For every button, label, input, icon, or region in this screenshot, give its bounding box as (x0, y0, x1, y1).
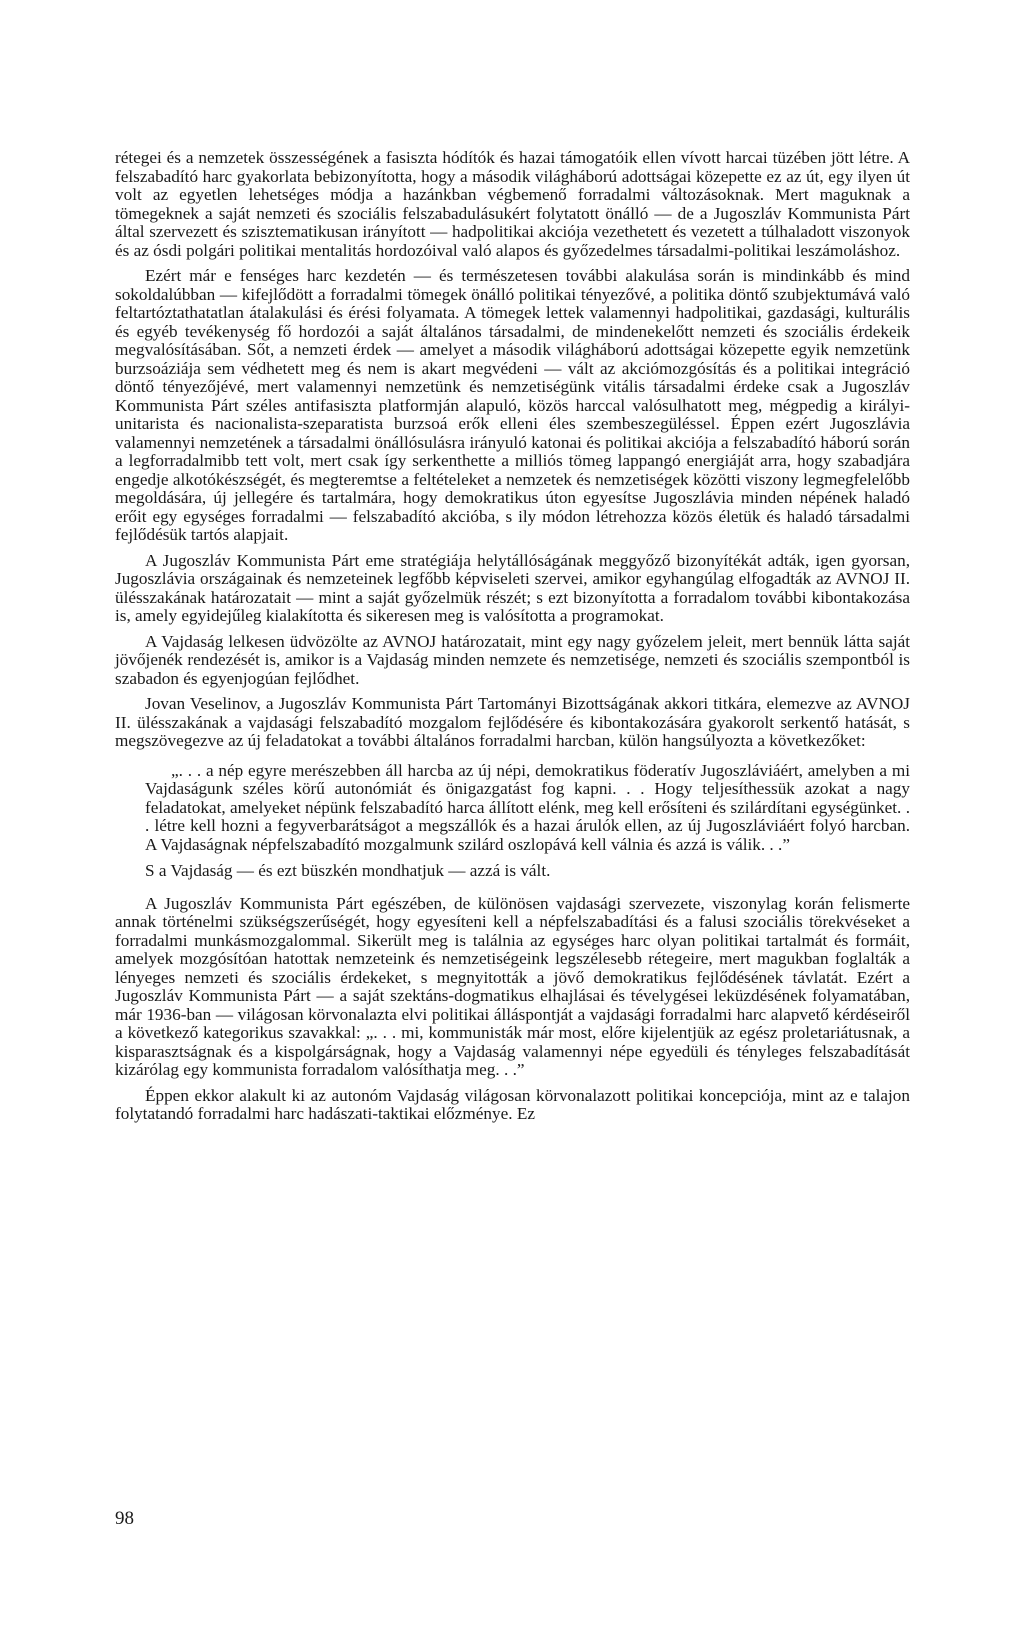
paragraph-1: rétegei és a nemzetek összességének a fasiszta hódítók és hazai támogatóik ellen vívott harcai tüzében jött létre. A felszabadító harc gyakorlata bebizonyította, hogy a második világháború adottságai közepette ez az út, egy ilyen út volt az egyetlen lehetséges módja a hazánkban végbemenő forradalmi változásoknak. Mert maguknak a tömegeknek a saját nemzeti és szociális felszabadulásukért folytatott önálló — de a Jugoszláv Kommunista Párt által szervezett és szisztematikusan irányított — hadpolitikai akciója vezethetett és vezetett a túlhaladott viszonyok és az ósdi polgári politikai mentalitás hordozóival való alapos és győzedelmes társadalmi-politikai leszámoláshoz. (115, 148, 910, 260)
paragraph-2: Ezért már e fenséges harc kezdetén — és természetesen további alakulása során is mindinkább és mind sokoldalúbban — kifejlődött a forradalmi tömegek önálló politikai tényezővé, a politika döntő szubjektumává való feltartóztathatatlan átalakulási és érési folyamata. A tömegek lettek valamennyi hadpolitikai, gazdasági, kulturális és egyéb tevékenység fő hordozói a saját általános társadalmi, de mindenekelőtt nemzeti és szociális érdekeik megvalósításában. Sőt, a nemzeti érdek — amelyet a második világháború adottságai közepette egyik nemzetünk burzsoáziája sem védhetett meg és nem is akart megvédeni — vált az akciómozgósítás és a politikai integráció döntő tényezőjévé, mert valamennyi nemzetünk és nemzetiségünk vitális társadalmi érdeke csak a Jugoszláv Kommunista Párt széles antifasiszta platformján alapuló, közös harccal valósulhatott meg, mégpedig a királyi-unitarista és nacionalista-szeparatista burzsoá erők elleni éles szembeszegüléssel. Éppen ezért Jugoszlávia valamennyi nemzetének a társadalmi önállósulásra irányuló katonai és politikai akciója a felszabadító háború során a legforradalmibb tett volt, mert csak így serkenthette a milliós tömeg lappangó energiáját arra, hogy szabadjára engedje alkotókészségét, és megteremtse a feltételeket a nemzetek és nemzetiségek közötti viszony legmegfelelőbb megoldására, új jellegére és tartalmára, hogy demokratikus úton egyesítse Jugoszlávia minden népének haladó erőit egy egységes forradalmi — felszabadító akcióba, s ily módon létrehozza közös életük és haladó társadalmi fejlődésük tartós alapjait. (115, 266, 910, 544)
paragraph-5: Jovan Veselinov, a Jugoszláv Kommunista Párt Tartományi Bizottságának akkori titkára, elemezve az AVNOJ II. ülésszakának a vajdasági felszabadító mozgalom fejlődésére és kibontakozására gyakorolt serkentő hatását, s megszövegezve az új feladatokat a további általános forradalmi harcban, külön hangsúlyozta a következőket: (115, 694, 910, 750)
paragraph-6: A Jugoszláv Kommunista Párt egészében, de különösen vajdasági szervezete, viszonylag korán felismerte annak történelmi szükségszerűségét, hogy egyesíteni kell a népfelszabadítási és a falusi szociális törekvéseket a forradalmi munkásmozgalommal. Sikerült meg is találnia az egységes harc olyan politikai tartalmát és formáit, amelyek mozgósítóan hatottak nemzeteink és nemzetiségeink legszélesebb rétegeire, mert magukban foglalták a lényeges nemzeti és szociális érdekeket, s megnyitották a jövő demokratikus fejlődésének távlatát. Ezért a Jugoszláv Kommunista Párt — a saját szektáns-dogmatikus elhajlásai és tévelygései leküzdésének folyamatában, már 1936-ban — világosan körvonalazta elvi politikai álláspontját a vajdasági forradalmi harc alapvető kérdéseiről a következő kategorikus szavakkal: „. . . mi, kommunisták már most, előre kijelentjük az egész proletariátusnak, a kisparasztságnak és a kispolgárságnak, hogy a Vajdaság valamennyi népe egyedüli és tényleges felszabadítását kizárólag egy kommunista forradalom valósíthatja meg. . .” (115, 893, 910, 1079)
paragraph-after-quote: S a Vajdaság — és ezt büszkén mondhatjuk — azzá is vált. (145, 861, 551, 880)
page-body (115, 149, 910, 1131)
paragraph-7: Éppen ekkor alakult ki az autonóm Vajdaság világosan körvonalazott politikai koncepciója, mint az e talajon folytatandó forradalmi harc hadászati-taktikai előzménye. Ez (115, 1085, 910, 1123)
block-quote: „. . . a nép egyre merészebben áll harcba az új népi, demokratikus föderatív Jugoszláviáért, amelyben a mi Vajdaságunk széles körű autonómiát és önigazgatást fog kapni. . . Hogy teljesíthessük azokat a nagy feladatokat, amelyeket népünk felszabadító harca állított elénk, meg kell erősíteni és szilárdítani egységünket. . . létre kell hozni a fegyverbarátságot a megszállók és a hazai árulók ellen, az új Jugoszláviáért folyó harcban. A Vajdaságnak népfelszabadító mozgalmunk szilárd oszlopává kell válnia és azzá is válik. . .” (145, 760, 910, 854)
paragraph-4: A Vajdaság lelkesen üdvözölte az AVNOJ határozatait, mint egy nagy győzelem jeleit, mert bennük látta saját jövőjenék rendezését is, amikor is a Vajdaság minden nemzete és nemzetisége, nemzeti és szociális szempontból is szabadon és egyenjogúan fejlődhet. (115, 631, 910, 688)
paragraph-3: A Jugoszláv Kommunista Párt eme stratégiája helytállóságának meggyőző bizonyítékát adták, igen gyorsan, Jugoszlávia országainak és nemzeteinek legfőbb képviseleti szervei, amikor egyhangúlag elfogadták az AVNOJ II. ülésszakának határozatait — mint a saját győzelmük részét; s ezt bizonyította a forradalom további kibontakozása is, amely egyidejűleg kialakította és sikeresen meg is valósította a programokat. (115, 550, 910, 625)
page-number: 98 (115, 1508, 134, 1529)
